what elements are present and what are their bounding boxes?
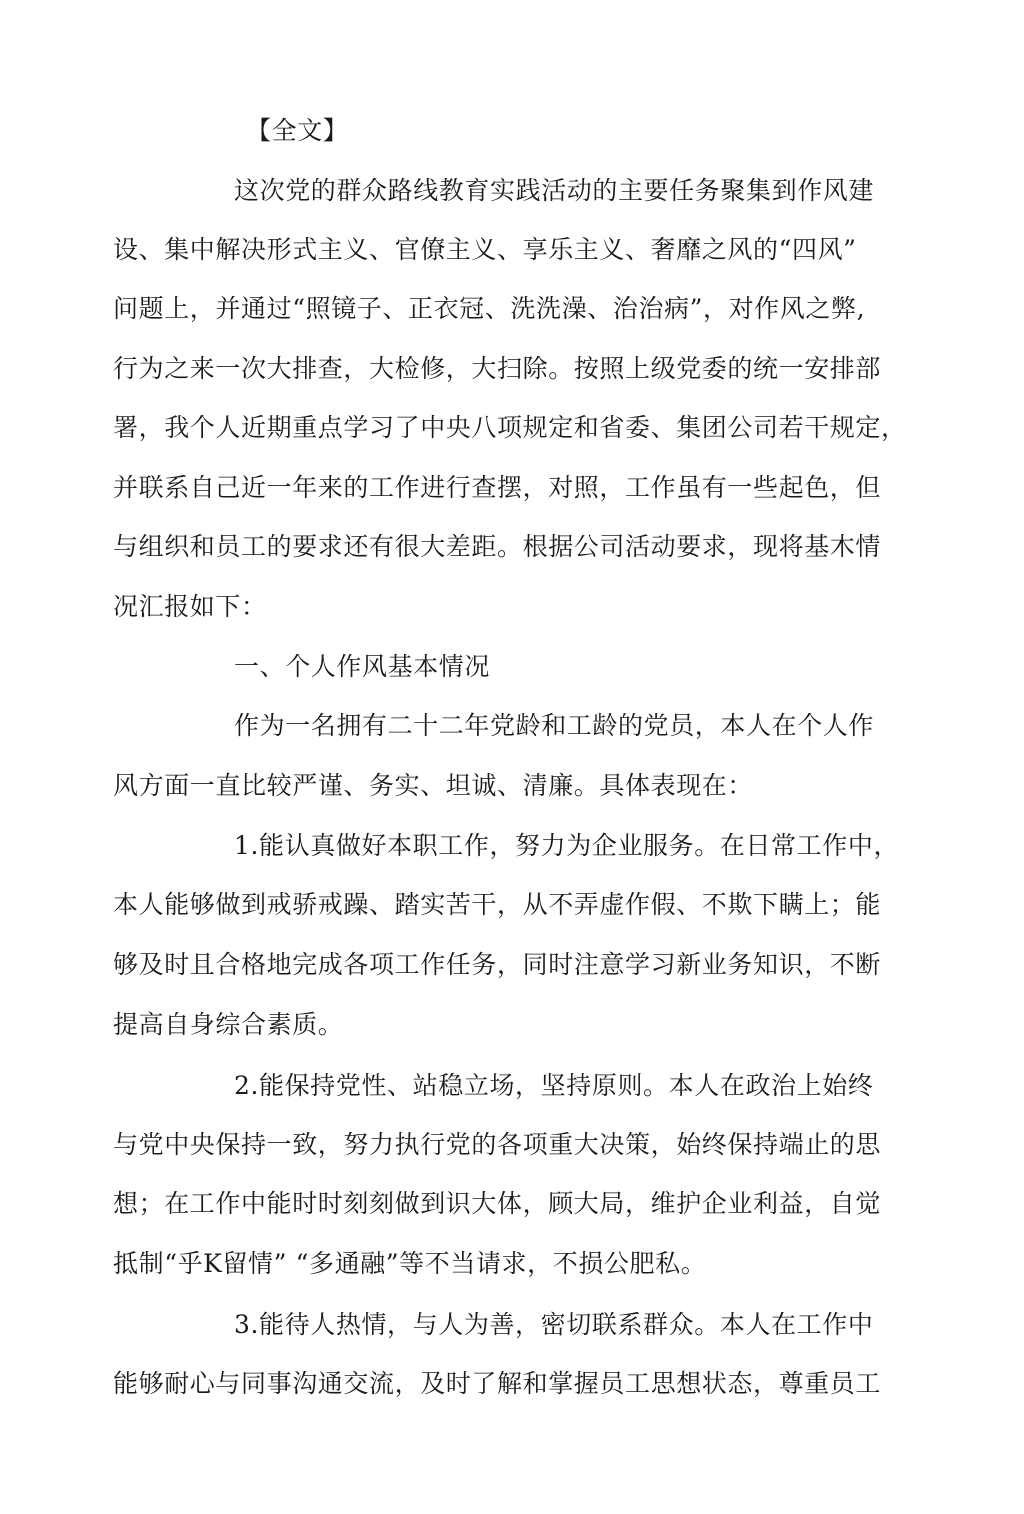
document-heading: 【全文】 <box>246 116 349 145</box>
paragraph-line: 署，我个人近期重点学习了中央八项规定和省委、集团公司若干规定， <box>113 413 907 442</box>
paragraph-line: 能够耐心与同事沟通交流，及时了解和掌握员工思想状态，尊重员工 <box>113 1369 882 1398</box>
paragraph-line: 提高自身综合素质。 <box>113 1010 344 1039</box>
paragraph-line: 本人能够做到戒骄戒躁、踏实苦干，从不弄虚作假、不欺下瞒上；能 <box>113 890 882 919</box>
paragraph-line: 这次党的群众路线教育实践活动的主要任务聚集到作风建 <box>234 176 875 205</box>
paragraph-line: 况汇报如下： <box>113 592 267 621</box>
paragraph-line: 够及时且合格地完成各项工作任务，同时注意学习新业务知识，不断 <box>113 950 882 979</box>
paragraph-line: 与党中央保持一致，努力执行党的各项重大决策，始终保持端止的思 <box>113 1130 882 1159</box>
paragraph-line: 行为之来一次大排查，大检修，大扫除。按照上级党委的统一安排部 <box>113 354 882 383</box>
paragraph-line: 风方面一直比较严谨、务实、坦诚、清廉。具体表现在： <box>113 771 754 800</box>
paragraph-line: 作为一名拥有二十二年党龄和工龄的党员，本人在个人作 <box>234 711 875 740</box>
paragraph-line: 问题上，并通过“照镜子、正衣冠、洗洗澡、治治病”，对作风之弊, <box>113 294 866 323</box>
paragraph-line: 1.能认真做好本职工作，努力为企业服务。在日常工作中， <box>234 831 900 860</box>
paragraph-line: 并联系自己近一年来的工作进行查摆，对照，工作虽有一些起色，但 <box>113 473 882 502</box>
paragraph-line: 抵制“乎K留情” “多通融”等不当请求，不损公肥私。 <box>113 1249 707 1278</box>
paragraph-line: 想；在工作中能时时刻刻做到识大体，顾大局，维护企业利益，自觉 <box>113 1189 882 1218</box>
paragraph-line: 3.能待人热情，与人为善，密切联系群众。本人在工作中 <box>234 1310 874 1339</box>
paragraph-line: 设、集中解决形式主义、官僚主义、享乐主义、奢靡之风的“四风” <box>113 235 857 264</box>
paragraph-line: 2.能保持党性、站稳立场，坚持原则。本人在政治上始终 <box>234 1071 874 1100</box>
paragraph-line: 与组织和员工的要求还有很大差距。根据公司活动要求，现将基木情 <box>113 532 882 561</box>
section-heading: 一、个人作风基本情况 <box>234 652 491 681</box>
